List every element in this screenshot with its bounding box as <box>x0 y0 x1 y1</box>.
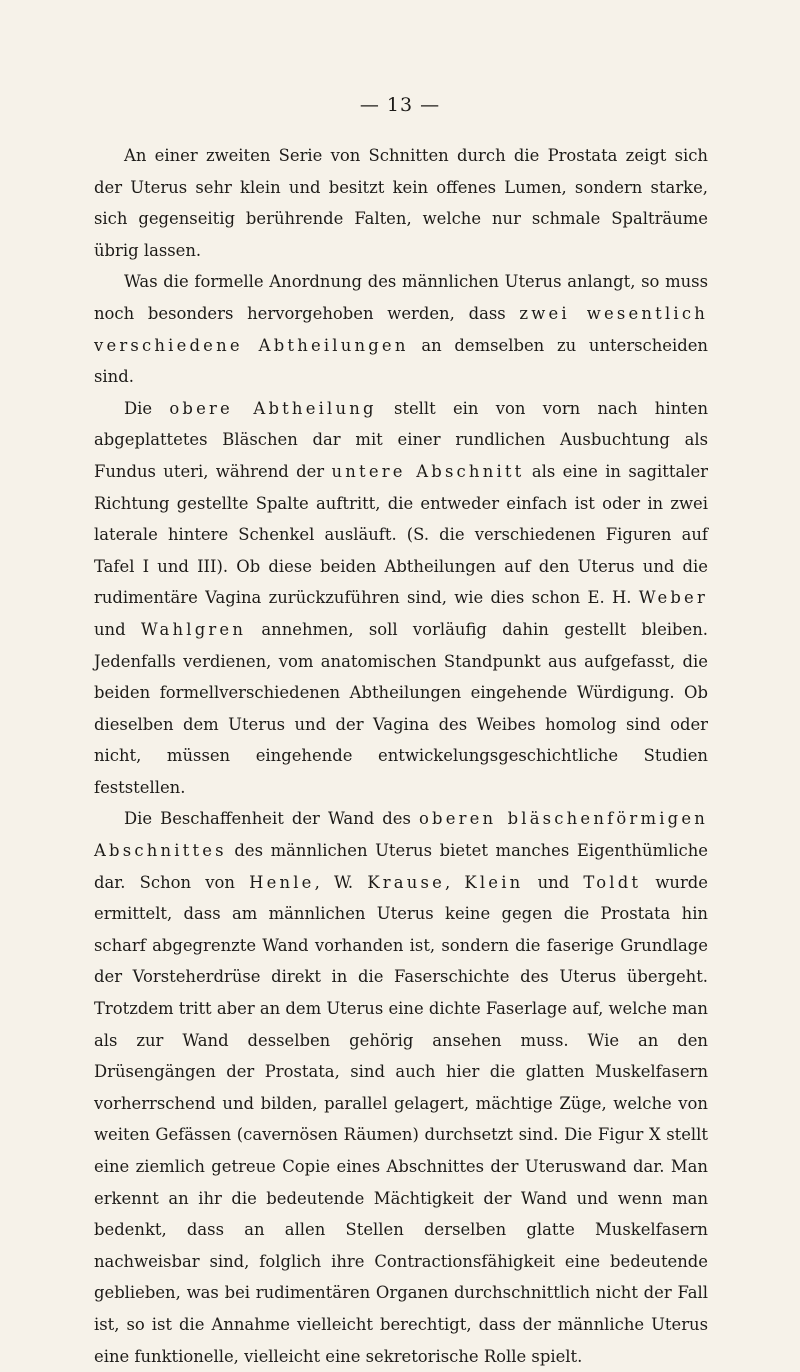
paragraph <box>94 393 708 804</box>
text-run: des männlichen Uterus bietet manches Eigenthümliche dar. Schon von <box>94 841 708 892</box>
text-run: annehmen, soll vorläufig dahin gestellt bleiben. Jedenfalls verdienen, vom anatomischen Standpunkt aus aufgefasst, die beiden formellverschiedenen Abtheilungen eingehende Würdigung. Ob dieselben dem Uterus und der Vagina des Weibes homolog sind oder nicht, müssen eingehende entwickelungsgeschichtliche Studien feststellen. <box>94 619 708 797</box>
text-run: stellt ein von vorn nach hinten abgeplattetes Bläschen dar mit einer rundlichen Ausbuchtung als Fundus uteri, während der <box>94 398 708 481</box>
text-run: Die Beschaffenheit der Wand des <box>124 809 419 829</box>
text-run: und <box>523 872 584 892</box>
text-run: An einer zweiten Serie von Schnitten durch die Prostata zeigt sich der Uterus sehr klein und besitzt kein offenes Lumen, sondern starke, sich gegenseitig berührende Falten, welche nur schmale Spalträume übrig lassen. <box>94 146 708 260</box>
text-run: Was die formelle Anordnung des männlichen Uterus anlangt, so muss noch besonders hervorgehoben werden, dass <box>94 272 708 323</box>
text-run: und <box>94 619 141 639</box>
spaced-emphasis: oberen bläschenförmigen Abschnittes <box>94 809 708 861</box>
spaced-emphasis: zwei wesentlich verschiedene Abtheilungen <box>94 303 708 355</box>
author-name: Klein <box>464 872 524 892</box>
paragraph <box>94 140 708 266</box>
text-run: wurde ermittelt, dass am männlichen Uterus keine gegen die Prostata hin scharf abgegrenzte Wand vorhanden ist, sondern die faserige Grundlage der Vorsteherdrüse direkt in die Faserschichte des Uterus übergeht. Trotzdem tritt aber an dem Uterus eine dichte Faserlage auf, welche man als zur Wand desselben gehörig ansehen muss. Wie an den Drüsengängen der Prostata, sind auch hier die glatten Muskelfasern vorherrschend und bilden, parallel gelagert, mächtige Züge, welche von weiten Gefässen (cavernösen Räumen) durchsetzt sind. Die Figur X stellt eine ziemlich getreue Copie eines Abschnittes der Uteruswand dar. Man erkennt an ihr die bedeutende Mächtigkeit der Wand und wenn man bedenkt, dass an allen Stellen derselben glatte Muskelfasern nachweisbar sind, folglich ihre Contractionsfähigkeit eine bedeutende geblieben, was bei rudimentären Organen durchschnittlich nicht der Fall ist, so ist die Annahme vielleicht berechtigt, dass der männliche Uterus eine funktionelle, vielleicht eine sekretorische Rolle spielt. <box>94 872 708 1366</box>
text-run: , <box>445 872 465 892</box>
body-text <box>94 140 708 1372</box>
text-run: als eine in sagittaler Richtung gestellte Spalte auftritt, die entweder einfach ist oder in zwei laterale hintere Schenkel ausläuft. (S. die verschiedenen Figuren auf Tafel I und III). Ob diese beiden Abtheilungen auf den Uterus und die rudimentäre Vagina zurückzuführen sind, wie dies schon E. H. <box>94 461 708 608</box>
text-run: an demselben zu unterscheiden sind. <box>94 335 708 387</box>
author-name: Wahlgren <box>140 619 247 639</box>
text-run: , W. <box>314 872 368 892</box>
spaced-emphasis: obere Abtheilung <box>169 398 377 418</box>
author-name: Krause <box>367 872 446 892</box>
paragraph <box>94 803 708 1372</box>
author-name: Henle <box>249 872 315 892</box>
spaced-emphasis: untere Abschnitt <box>331 461 525 481</box>
page-number: — 13 — <box>359 94 441 116</box>
paragraph <box>94 266 708 392</box>
author-name: Toldt <box>583 872 642 892</box>
text-run: Die <box>124 398 170 418</box>
author-name: Weber <box>638 588 708 608</box>
